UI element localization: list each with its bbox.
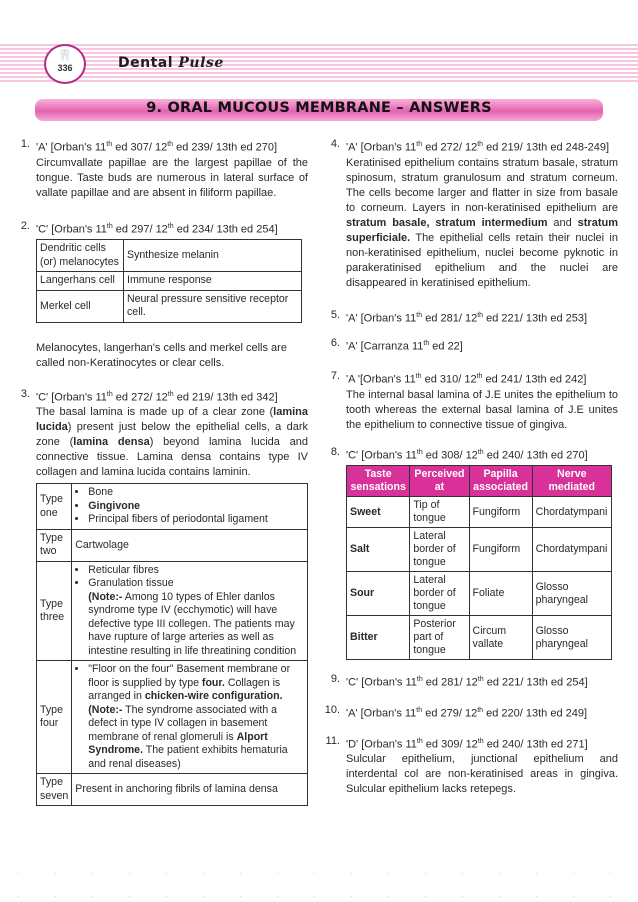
answer-reference: 'D' [Orban's 11th ed 309/ 12th ed 240/ 13th ed 271] (346, 737, 588, 751)
brand-main: Dental (118, 55, 179, 71)
table-row (347, 528, 612, 572)
answer-text: Circumvallate papillae are the largest papillae of the tongue. Taste buds are numerous in lateral surface of vallate papillae and are absent in filiform papillae. (36, 156, 308, 199)
answer-8 (318, 445, 618, 661)
header-band (0, 44, 638, 84)
answer-text: Keratinised epithelium contains stratum basale, stratum spinosum, stratum granulosum and stratum corneum. The cells become larger and flatter in size from basale to corneum. Layers in non-keratinised epithelium are stratum basale, stratum intermedium and stratum superficiale. The epithelial cells retain their nuclei in non-keratinised epithelium, nuclei become pyknotic in parakeratinised epithelium and the nuclei are disappeared in keratinised epithelium. (346, 156, 618, 289)
table-cell: Sweet (347, 497, 410, 528)
collagen-type-cell: Type seven (37, 774, 72, 806)
table-cell: Fungiform (469, 497, 532, 528)
answer-number: 10. (324, 703, 340, 716)
answer-reference: 'A' [Orban's 11th ed 307/ 12th ed 239/ 13th ed 270] (36, 141, 278, 154)
list-item: • "Floor on the four" Basement membrane or floor is supplied by type four. Collagen is arranged in chicken-wire configuration. (Note:- The syndrome associated with a defect in type IV collagen in basement membrane of renal glomeruli is Alport Syndrome. The patient exhibits hematuria and renal diseases) (88, 663, 304, 771)
answer-text: The internal basal lamina of J.E unites the epithelium to tooth whereas the external basal lamina of J.E unites the epithelium to connective tissue of gingiva. (346, 388, 618, 431)
table-cell: Circum vallate (469, 616, 532, 660)
list-item: • Bone (88, 486, 304, 500)
table-row (37, 484, 308, 530)
table-row (37, 529, 308, 561)
cell-function-table (36, 239, 302, 323)
answer-reference: 'C' [Orban's 11th ed 308/ 12th ed 240/ 13th ed 270] (346, 448, 588, 462)
table-cell: Synthesize melanin (124, 240, 302, 272)
table-row (37, 272, 302, 291)
table-row (37, 561, 308, 661)
answer-4 (318, 137, 618, 291)
table-cell: Posterior part of tongue (410, 616, 469, 660)
answer-number: 7. (330, 369, 340, 382)
table-row (347, 497, 612, 528)
page-number: 336 (57, 63, 73, 73)
table-row (347, 616, 612, 660)
answer-reference: 'A '[Orban's 11th ed 310/ 12th ed 241/ 13th ed 242] (346, 372, 587, 386)
list-item: • Reticular fibres (88, 564, 304, 578)
table-cell: Neural pressure sensitive receptor cell. (124, 290, 302, 322)
collagen-location-cell: Cartwolage (72, 529, 308, 561)
answer-10 (318, 703, 618, 722)
table-cell: Fungiform (469, 528, 532, 572)
table-cell: Immune response (124, 272, 302, 291)
answer-reference: 'A' [Carranza 11th ed 22] (346, 340, 463, 353)
answer-number: 3. (20, 387, 30, 400)
table-row (347, 572, 612, 616)
answer-number: 2. (20, 219, 30, 232)
taste-table (346, 465, 612, 660)
answer-reference: 'C' [Orban's 11th ed 281/ 12th ed 221/ 13th ed 254] (346, 676, 588, 689)
collagen-location-cell (72, 484, 308, 530)
answer-2 (8, 219, 308, 371)
footer-dots (0, 862, 638, 902)
answer-number: 11. (325, 734, 340, 747)
table-cell: Chordatympani (532, 497, 611, 528)
answer-9 (318, 672, 618, 691)
right-column (318, 137, 618, 797)
list-item: • Granulation tissue (Note:- Among 10 types of Ehler danlos syndrome type IV (ecchymotic) will have defective type III collegen. The patients may have rupture of large arteries as well as intestine resulting in life threatining condition (88, 577, 304, 658)
table-cell: Glosso pharyngeal (532, 616, 611, 660)
table-row (37, 661, 308, 774)
answer-7 (318, 369, 618, 433)
left-column (8, 137, 308, 806)
collagen-types-table (36, 483, 308, 806)
page-number-badge (44, 44, 86, 84)
answer-reference: 'C' [Orban's 11th ed 297/ 12th ed 234/ 13th ed 254] (36, 222, 278, 236)
answer-5 (318, 308, 618, 327)
table-row (37, 290, 302, 322)
table-row (37, 774, 308, 806)
answer-reference: 'C' [Orban's 11th ed 272/ 12th ed 219/ 13th ed 342] (36, 390, 278, 404)
table-cell: Chordatympani (532, 528, 611, 572)
answer-number: 6. (330, 337, 340, 350)
table-row (37, 240, 302, 272)
table-cell: Dendritic cells (or) melanocytes (37, 240, 124, 272)
column-header: Nerve mediated (532, 466, 611, 497)
answer-6 (318, 336, 618, 355)
answer-text: The basal lamina is made up of a clear zone (lamina lucida) present just below the epithelial cells, a dark zone (lamina densa) beyond lamina lucida and connective tissue. Lamina densa contains type IV collagen and lamina lucida contains laminin. (36, 406, 308, 479)
column-header: Perceived at (410, 466, 469, 497)
answer-number: 9. (330, 673, 340, 686)
table-header-row (347, 466, 612, 497)
collagen-location-cell: Present in anchoring fibrils of lamina densa (72, 774, 308, 806)
column-header: Papilla associated (469, 466, 532, 497)
answer-11 (318, 734, 618, 798)
tooth-icon: 🦷 (58, 50, 72, 62)
brand-script: Pulse (178, 55, 224, 71)
answer-number: 1. (20, 138, 30, 150)
brand-logo (118, 55, 224, 71)
table-cell: Salt (347, 528, 410, 572)
answer-text: Melanocytes, langerhan's cells and merkel cells are called non-Keratinocytes or clear cells. (36, 341, 287, 369)
collagen-location-cell (72, 561, 308, 661)
table-cell: Sour (347, 572, 410, 616)
table-cell: Merkel cell (37, 290, 124, 322)
table-cell: Glosso pharyngeal (532, 572, 611, 616)
table-cell: Foliate (469, 572, 532, 616)
table-cell: Lateral border of tongue (410, 528, 469, 572)
section-title: 9. ORAL MUCOUS MEMBRANE – ANSWERS (146, 100, 492, 116)
answer-reference: 'A' [Orban's 11th ed 272/ 12th ed 219/ 13th ed 248-249] (346, 141, 610, 154)
column-header: Taste sensations (347, 466, 410, 497)
collagen-location-cell (72, 661, 308, 774)
answer-reference: 'A' [Orban's 11th ed 279/ 12th ed 220/ 13th ed 249] (346, 706, 588, 720)
table-cell: Lateral border of tongue (410, 572, 469, 616)
collagen-type-cell: Type one (37, 484, 72, 530)
table-cell: Bitter (347, 616, 410, 660)
collagen-type-cell: Type four (37, 661, 72, 774)
collagen-type-cell: Type two (37, 529, 72, 561)
answer-text: Sulcular epithelium, junctional epithelium and interdental col are non-keratinised areas in gingiva. Sulcular epithelium lacks retepegs. (346, 753, 618, 796)
answer-number: 4. (330, 138, 340, 150)
answer-1 (8, 137, 308, 201)
answer-number: 8. (330, 445, 340, 458)
collagen-type-cell: Type three (37, 561, 72, 661)
answer-reference: 'A' [Orban's 11th ed 281/ 12th ed 221/ 13th ed 253] (346, 311, 588, 325)
answer-number: 5. (330, 308, 340, 321)
list-item: • Principal fibers of periodontal ligament (88, 513, 304, 527)
answer-3 (8, 387, 308, 807)
table-cell: Langerhans cell (37, 272, 124, 291)
list-item: • Gingivone (88, 500, 304, 514)
table-cell: Tip of tongue (410, 497, 469, 528)
